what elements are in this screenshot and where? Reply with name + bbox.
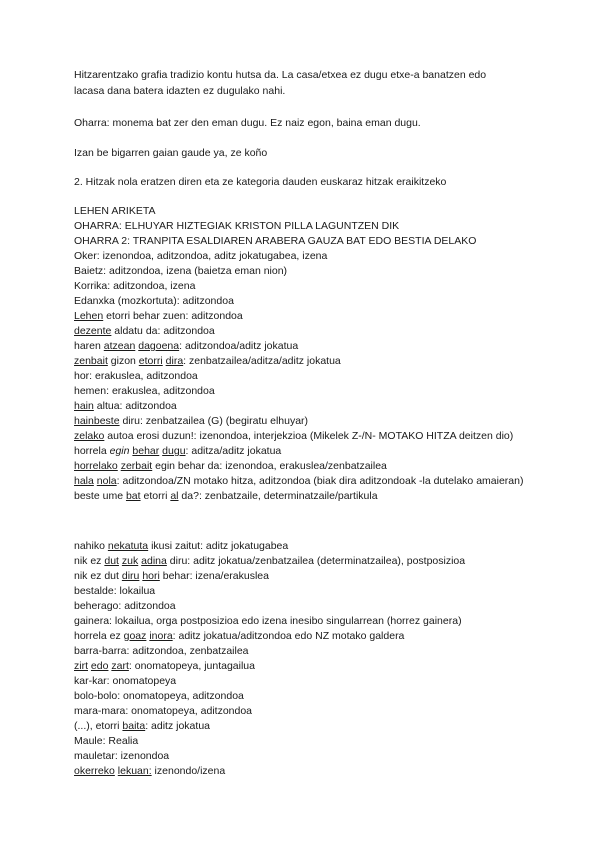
- section-heading: LEHEN ARIKETA: [74, 205, 156, 217]
- exercise-block-2: [74, 539, 554, 779]
- list-item: [74, 354, 554, 369]
- item-text: ikusi zaitut: aditz jokatugabea: [148, 540, 289, 552]
- list-item: [74, 309, 554, 324]
- item-text: : aditzondoa/aditz jokatua: [179, 340, 299, 352]
- list-item: [74, 629, 554, 644]
- item-text: : aditza/aditz jokatua: [185, 445, 282, 457]
- item-text: diru: aditz jokatua/zenbatzailea (determinatzailea), postposizioa: [166, 555, 466, 567]
- item-text: (...), etorri: [74, 720, 123, 732]
- underlined-word: dut: [104, 555, 119, 567]
- underlined-word: inora: [149, 630, 173, 642]
- item-text: aldatu da: aditzondoa: [111, 325, 215, 337]
- item-text: izenondo/izena: [151, 765, 226, 777]
- list-item: bestalde: lokailua: [74, 585, 156, 597]
- list-item: [74, 764, 554, 779]
- underlined-word: zirt: [74, 660, 88, 672]
- list-item: [74, 339, 554, 354]
- list-item: Oker: izenondoa, aditzondoa, aditz jokatugabea, izena: [74, 250, 328, 262]
- list-item: [74, 554, 554, 569]
- list-item: kar-kar: onomatopeya: [74, 675, 177, 687]
- item-text: diru: zenbatzailea (G) (begiratu elhuyar): [119, 415, 309, 427]
- underlined-word: hori: [142, 570, 160, 582]
- item-text: : aditz jokatua/aditzondoa edo NZ motako galdera: [172, 630, 405, 642]
- list-item: [74, 569, 554, 584]
- intro-paragraph-1: [74, 67, 544, 99]
- intro-paragraph-2: Oharra: monema bat zer den eman dugu. Ez naiz egon, baina eman dugu.: [74, 117, 421, 129]
- note-line: OHARRA: ELHUYAR HIZTEGIAK KRISTON PILLA LAGUNTZEN DIK: [74, 220, 400, 232]
- intro-paragraph-4: 2. Hitzak nola eratzen diren eta ze kategoria dauden euskaraz hitzak eraikitzeko: [74, 176, 447, 188]
- underlined-word: okerreko: [74, 765, 115, 777]
- underlined-word: behar: [132, 445, 160, 457]
- list-item: [74, 414, 554, 429]
- underlined-word: zuk: [121, 555, 139, 567]
- underlined-word: dira: [165, 355, 184, 367]
- underlined-word: atzean: [103, 340, 136, 352]
- item-text: horrela ez: [74, 630, 124, 642]
- underlined-word: Lehen: [74, 310, 104, 322]
- underlined-word: etorri: [138, 355, 163, 367]
- underlined-word: al: [170, 490, 179, 502]
- underlined-word: bat: [125, 490, 141, 502]
- list-item: [74, 459, 554, 474]
- underlined-word: zerbait: [120, 460, 153, 472]
- list-item: [74, 474, 554, 489]
- underlined-word: dezente: [74, 325, 112, 337]
- item-text: etorri behar zuen: aditzondoa: [103, 310, 243, 322]
- item-text: nik ez: [74, 555, 105, 567]
- item-text: da?: zenbatzaile, determinatzaile/partikula: [178, 490, 378, 502]
- list-item: Korrika: aditzondoa, izena: [74, 280, 196, 292]
- underlined-word: zenbait: [74, 355, 108, 367]
- italic-word: egin: [109, 445, 130, 457]
- list-item: [74, 429, 554, 444]
- underlined-word: hainbeste: [74, 415, 120, 427]
- underlined-word: baita: [122, 720, 146, 732]
- exercise-block: [74, 204, 554, 504]
- list-item: Baietz: aditzondoa, izena (baietza eman nion): [74, 265, 288, 277]
- item-text: beste ume: [74, 490, 126, 502]
- list-item: Edanxka (mozkortuta): aditzondoa: [74, 295, 234, 307]
- underlined-word: adina: [141, 555, 167, 567]
- item-text: nik ez dut: [74, 570, 122, 582]
- item-text: : aditz jokatua: [145, 720, 210, 732]
- list-item: [74, 399, 554, 414]
- item-text: horrela: [74, 445, 110, 457]
- underlined-word: dugu: [162, 445, 186, 457]
- underlined-word: edo: [90, 660, 109, 672]
- list-item: gainera: lokailua, orga postposizioa edo izena inesibo singularrean (horrez gainera): [74, 615, 462, 627]
- list-item: beherago: aditzondoa: [74, 600, 176, 612]
- list-item: [74, 659, 554, 674]
- list-item: [74, 539, 554, 554]
- item-text: : zenbatzailea/aditza/aditz jokatua: [183, 355, 341, 367]
- underlined-word: zelako: [74, 430, 105, 442]
- item-text: haren: [74, 340, 104, 352]
- underlined-word: diru: [121, 570, 140, 582]
- list-item: [74, 489, 554, 504]
- note-line: OHARRA 2: TRANPITA ESALDIAREN ARABERA GAUZA BAT EDO BESTIA DELAKO: [74, 235, 477, 247]
- underlined-word: hain: [74, 400, 94, 412]
- list-item: [74, 444, 554, 459]
- item-text: behar: izena/erakuslea: [159, 570, 269, 582]
- underlined-word: hala: [74, 475, 94, 487]
- underlined-word: horrelako: [74, 460, 118, 472]
- list-item: barra-barra: aditzondoa, zenbatzailea: [74, 645, 249, 657]
- list-item: [74, 324, 554, 339]
- item-text: gizon: [107, 355, 139, 367]
- underlined-word: nola: [96, 475, 117, 487]
- list-item: bolo-bolo: onomatopeya, aditzondoa: [74, 690, 244, 702]
- underlined-word: lekuan:: [117, 765, 152, 777]
- list-item: Maule: Realia: [74, 735, 139, 747]
- item-text: autoa erosi duzun!: izenondoa, interjekzioa (Mikelek Z-/N- MOTAKO HITZA deitzen dio): [104, 430, 514, 442]
- intro-line: lacasa dana batera idazten ez dugulako nahi.: [74, 85, 286, 97]
- item-text: : aditzondoa/ZN motako hitza, aditzondoa (biak dira aditzondoak -la dutelako amaieran): [116, 475, 524, 487]
- list-item: mauletar: izenondoa: [74, 750, 170, 762]
- item-text: egin behar da: izenondoa, erakuslea/zenbatzailea: [152, 460, 387, 472]
- underlined-word: zart: [111, 660, 129, 672]
- underlined-word: dagoena: [138, 340, 180, 352]
- item-text: altua: aditzondoa: [93, 400, 177, 412]
- list-item: [74, 719, 554, 734]
- list-item: hor: erakuslea, aditzondoa: [74, 370, 198, 382]
- item-text: nahiko: [74, 540, 108, 552]
- item-text: etorri: [140, 490, 171, 502]
- intro-line: Hitzarentzako grafia tradizio kontu hutsa da. La casa/etxea ez dugu etxe-a banatzen edo: [74, 69, 487, 81]
- list-item: hemen: erakuslea, aditzondoa: [74, 385, 215, 397]
- intro-paragraph-3: Izan be bigarren gaian gaude ya, ze koño: [74, 147, 268, 159]
- item-text: : onomatopeya, juntagailua: [128, 660, 255, 672]
- underlined-word: goaz: [123, 630, 147, 642]
- list-item: mara-mara: onomatopeya, aditzondoa: [74, 705, 253, 717]
- underlined-word: nekatuta: [107, 540, 149, 552]
